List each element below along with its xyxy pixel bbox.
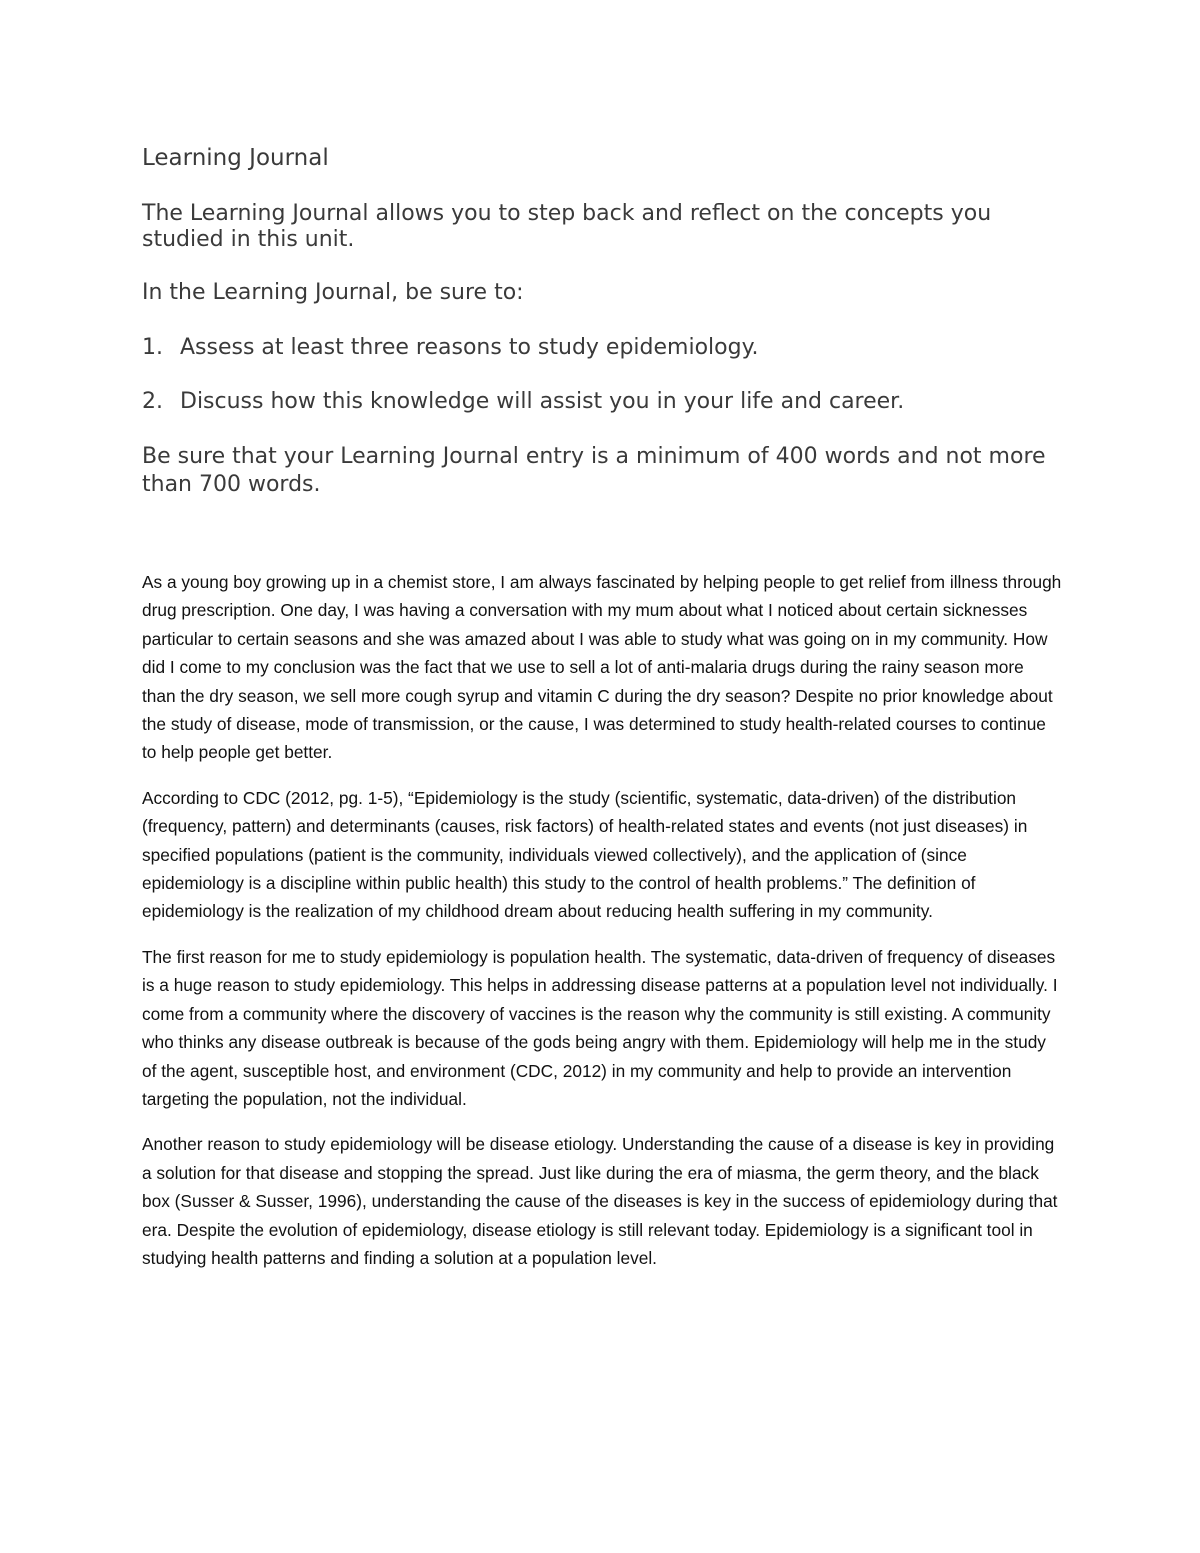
instruction-text: Assess at least three reasons to study epidemiology. [180, 335, 759, 360]
instruction-number: 1. [142, 335, 163, 360]
instructions-lead: In the Learning Journal, be sure to: [142, 280, 524, 305]
instruction-item [142, 335, 1062, 361]
document-title: Learning Journal [142, 145, 329, 171]
body-paragraph: The first reason for me to study epidemiology is population health. The systematic, data-driven of frequency of diseases is a huge reason to study epidemiology. This helps in addressing disease patterns at a population level not individually. I come from a community where the discovery of vaccines is the reason why the community is still existing. A community who thinks any disease outbreak is because of the gods being angry with them. Epidemiology will help me in the study of the agent, susceptible host, and environment (CDC, 2012) in my community and help to provide an intervention targeting the population, not the individual. [142, 946, 1058, 1109]
instruction-text: Discuss how this knowledge will assist you in your life and career. [180, 389, 905, 414]
assignment-prompt [142, 142, 1062, 499]
intro-text: The Learning Journal allows you to step back and reflect on the concepts you studied in this unit. [142, 201, 992, 252]
journal-entry [142, 568, 1062, 1289]
body-paragraph: Another reason to study epidemiology will be disease etiology. Understanding the cause of a disease is key in providing a solution for that disease and stopping the spread. Just like during the era of miasma, the germ theory, and the black box (Susser & Susser, 1996), understanding the cause of the diseases is key in the success of epidemiology during that era. Despite the evolution of epidemiology, disease etiology is still relevant today. Epidemiology is a significant tool in studying health patterns and finding a solution at a population level. [142, 1134, 1058, 1268]
body-paragraph: As a young boy growing up in a chemist store, I am always fascinated by helping people to get relief from illness through drug prescription. One day, I was having a conversation with my mum about what I noticed about certain sicknesses particular to certain seasons and she was amazed about I was able to study what was going on in my community. How did I come to my conclusion was the fact that we use to sell a lot of anti-malaria drugs during the rainy season more than the dry season, we sell more cough syrup and vitamin C during the dry season? Despite no prior knowledge about the study of disease, mode of transmission, or the cause, I was determined to study health-related courses to continue to help people get better. [142, 572, 1062, 763]
instruction-item [142, 389, 1062, 415]
word-count-requirement: Be sure that your Learning Journal entry is a minimum of 400 words and not more than 700 words. [142, 444, 1046, 497]
body-paragraph: According to CDC (2012, pg. 1-5), “Epidemiology is the study (scientific, systematic, data-driven) of the distribution (frequency, pattern) and determinants (causes, risk factors) of health-related states and events (not just diseases) in specified populations (patient is the community, individuals viewed collectively), and the application of (since epidemiology is a discipline within public health) this study to the control of health problems.” The definition of epidemiology is the realization of my childhood dream about reducing health suffering in my community. [142, 787, 1028, 922]
instruction-number: 2. [142, 389, 163, 414]
instructions-list [142, 335, 1062, 415]
